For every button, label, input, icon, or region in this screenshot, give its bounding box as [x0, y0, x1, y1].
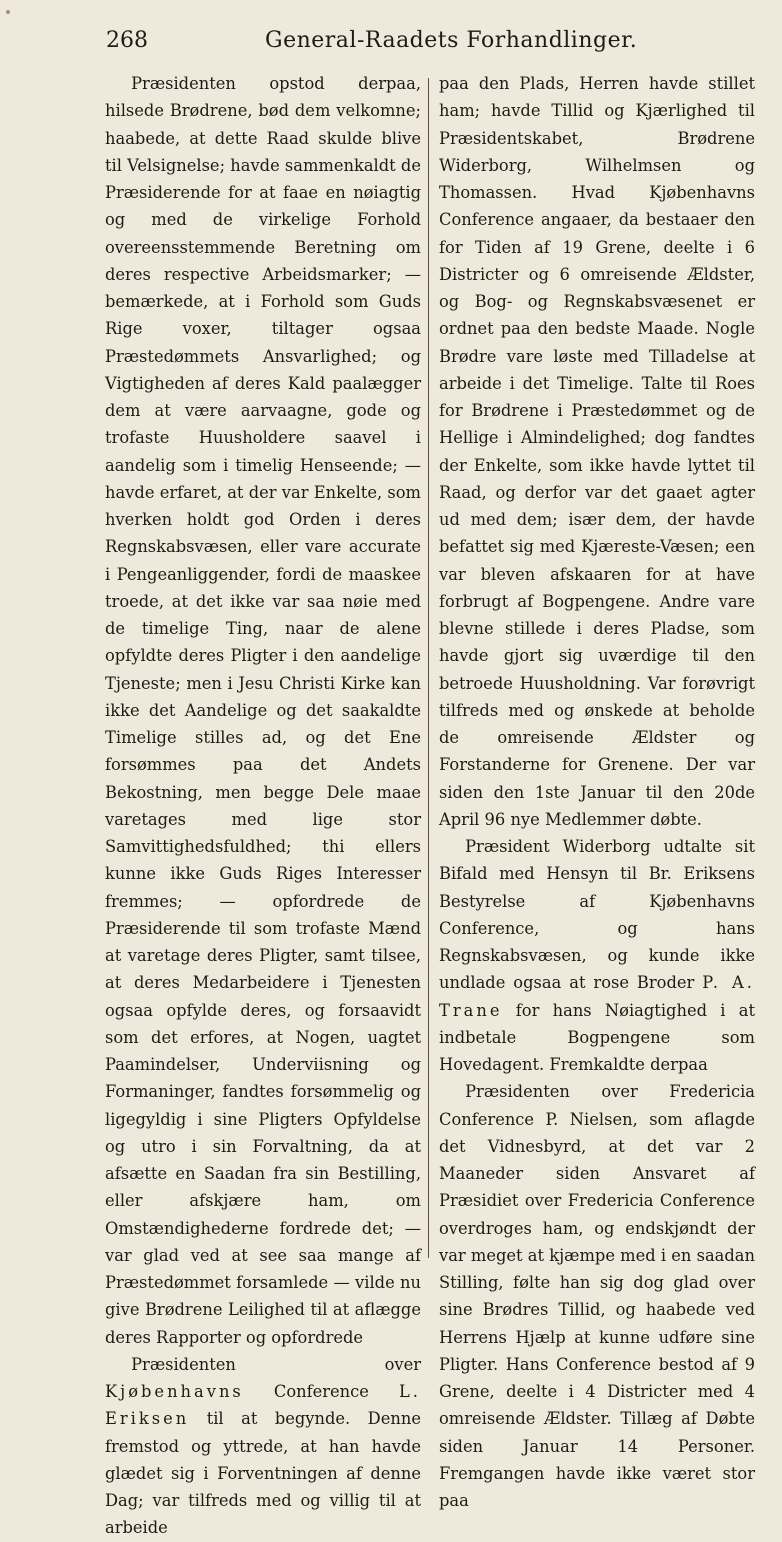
page-edge-mark [6, 10, 10, 14]
spaced-name-eriksen: L. Eriksen [105, 1382, 421, 1429]
paragraph-fredericia-report: Præsidenten over Fredericia Conference P. Nielsen, som aflagde det Vidnesbyrd, at det var 2 Maaneder siden Ansvaret af Præsidiet over Fredericia Conference overdroges ham, og endskjøndt der var meget at kjæmpe med i en saadan Stilling, følte han sig dog glad over sine Brødres Tillid, og haabede ved Herrens Hjælp at kunne udføre sine Pligter. Hans Conference bestod af 9 Grene, deelte i 4 Districter med 4 omreisende Ældster. Tillæg af Døbte siden Januar 14 Personer. Fremgangen havde ikke været stor paa [439, 1082, 755, 1510]
text-run: Conference [273, 1382, 369, 1401]
spaced-name-kjobenhavns: Kjøbenhavns [105, 1382, 244, 1401]
column-divider [428, 78, 429, 1258]
paragraph-copenhagen-report [105, 1351, 421, 1542]
paragraph-widerborg [439, 833, 755, 1078]
running-title: General-Raadets Forhandlinger. [265, 28, 638, 53]
text-run: for hans Nøiagtighed i at indbetale Bogpengene som Hovedagent. Fremkaldte derpaa [439, 1000, 755, 1074]
text-run: Præsidenten over [131, 1354, 421, 1374]
page-header [100, 28, 760, 62]
text-run: til at begynde. Denne fremstod og yttrede, at han havde glædet sig i Forventningen af denne Dag; var tilfreds med og villig til at arbeide [105, 1409, 421, 1538]
text-run: Præsident Widerborg udtalte sit Bifald med Hensyn til Br. Eriksens Bestyrelse af Kjøbenhavns Conference, og hans Regnskabsvæsen, og kunde ikke undlade ogsaa at rose Broder [439, 837, 755, 993]
left-column [105, 70, 421, 1542]
paragraph-president-opening: Præsidenten opstod derpaa, hilsede Brødrene, bød dem velkomne; haabede, at dette Raad skulde blive til Velsignelse; havde sammenkaldt de Præsiderende for at faae en nøiagtig og med de virkelige Forhold overeensstemmende Beretning om deres respective Arbeidsmarker; — bemærkede, at i Forhold som Guds Rige voxer, tiltager ogsaa Præstedømmets Ansvarlighed; og Vigtigheden af deres Kald paalægger dem at være aarvaagne, gode og trofaste Huusholdere saavel i aandelig som i timelig Henseende; — havde erfaret, at der var Enkelte, som hverken holdt god Orden i deres Regnskabsvæsen, eller vare accurate i Pengeanliggender, fordi de maaskee troede, at det ikke var saa nøie med de timelige Ting, naar de alene opfyldte deres Pligter i den aandelige Tjeneste; men i Jesu Christi Kirke kan ikke det Aandelige og det saakaldte Timelige stilles ad, og det Ene forsømmes paa det Andets Bekostning, men begge Dele maae varetages med lige stor Samvittighedsfuldhed; thi ellers kunne ikke Guds Riges Interesser fremmes; — opfordrede de Præsiderende til som trofaste Mænd at varetage deres Pligter, samt tilsee, at deres Medarbeidere i Tjenesten ogsaa opfylde deres, og forsaavidt som det erfores, at Nogen, uagtet Paamindelser, Underviisning og Formaninger, fandtes forsømmelig og ligegyldig i sine Pligters Opfyldelse og utro i sin Forvaltning, da at afsætte en Saadan fra sin Bestilling, eller afskjære ham, om Omstændighederne fordrede det; — var glad ved at see saa mange af Præstedømmet forsamlede — vilde nu give Brødrene Leilighed til at aflægge deres Rapporter og opfordrede [105, 74, 421, 1347]
paragraph-copenhagen-continued: paa den Plads, Herren havde stillet ham; havde Tillid og Kjærlighed til Præsidentskabet, Brødrene Widerborg, Wilhelmsen og Thomassen. Hvad Kjøbenhavns Conference angaaer, da bestaaer den for Tiden af 19 Grene, deelte i 6 Districter og 6 omreisende Ældster, og Bog- og Regnskabsvæsenet er ordnet paa den bedste Maade. Nogle Brødre vare løste med Tilladelse at arbeide i det Timelige. Talte til Roes for Brødrene i Præstedømmet og de Hellige i Almindelighed; dog fandtes der Enkelte, som ikke havde lyttet til Raad, og derfor var det gaaet agter ud med dem; især dem, der havde befattet sig med Kjæreste-Væsen; een var bleven afskaaren for at have forbrugt af Bogpengene. Andre vare blevne stillede i deres Pladse, som havde gjort sig uværdige til den betroede Huusholdning. Var forøvrigt tilfreds med og ønskede at beholde de omreisende Ældster og Forstanderne for Grenene. Der var siden den 1ste Januar til den 20de April 96 nye Medlemmer døbte. [439, 74, 755, 829]
page-number: 268 [106, 28, 148, 53]
right-column [439, 70, 755, 1514]
spaced-name-trane: P. A. Trane [439, 973, 755, 1020]
